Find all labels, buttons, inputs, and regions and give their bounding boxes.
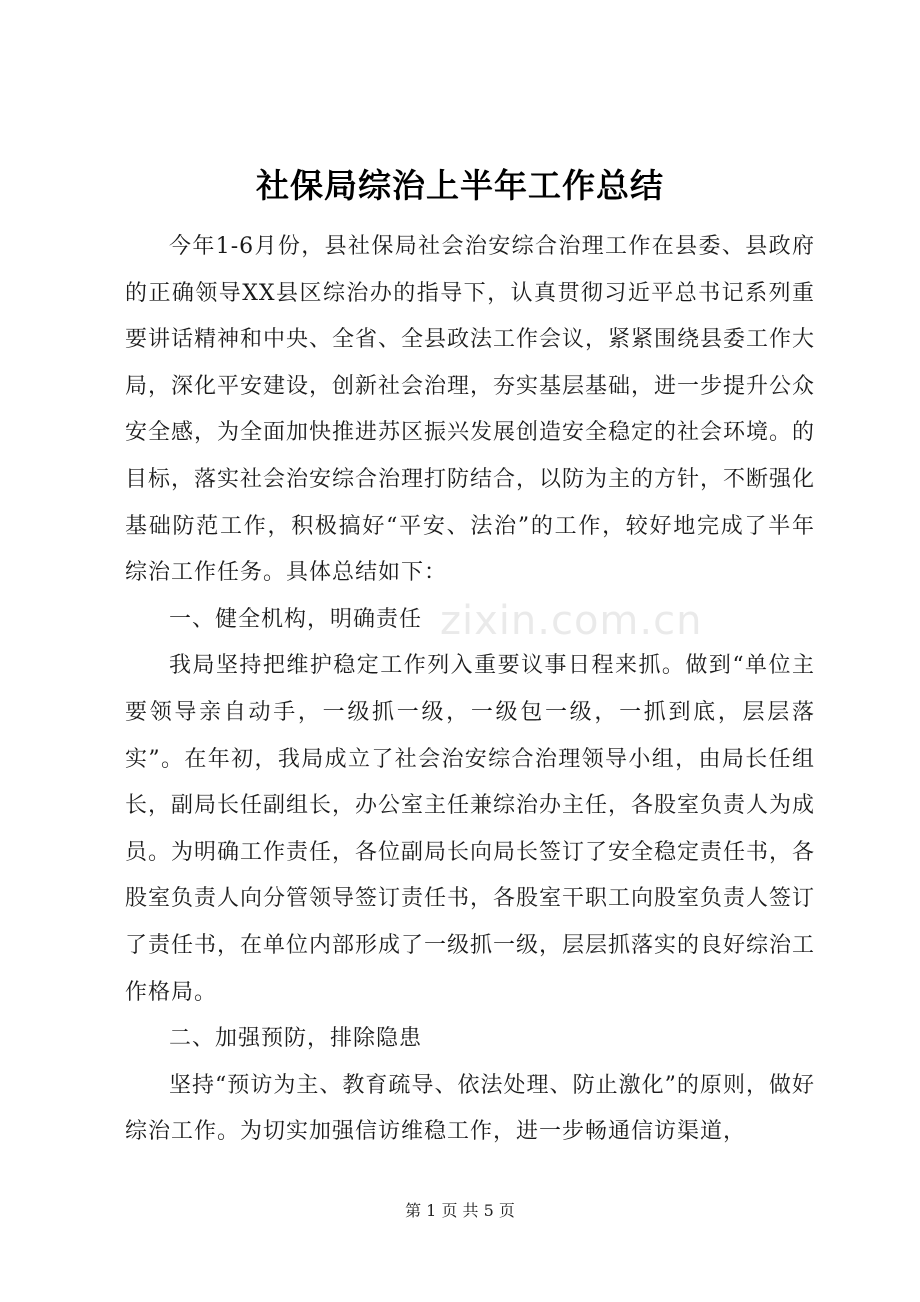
document-title: 社保局综治上半年工作总结: [256, 166, 664, 205]
page-footer: 第 1 页 共 5 页: [405, 1201, 515, 1220]
document-body: [125, 224, 815, 1156]
paragraph: 我局坚持把维护稳定工作列入重要议事日程来抓。做到“单位主要领导亲自动手，一级抓一级，一级包一级，一抓到底，层层落实”。在年初，我局成立了社会治安综合治理领导小组，由局长任组长，副局长任副组长，办公室主任兼综治办主任，各股室负责人为成员。为明确工作责任，各位副局长向局长签订了安全稳定责任书，各股室负责人向分管领导签订责任书，各股室干职工向股室负责人签订了责任书，在单位内部形成了一级抓一级，层层抓落实的良好综治工作格局。: [125, 653, 816, 1005]
watermark: zixin.com.cn: [440, 598, 703, 644]
section-heading: 一、健全机构，明确责任: [169, 606, 423, 632]
paragraph: 今年1-6月份，县社保局社会治安综合治理工作在县委、县政府的正确领导XX县区综治办的指导下，认真贯彻习近平总书记系列重要讲话精神和中央、全省、全县政法工作会议，紧紧围绕县委工作大局，深化平安建设，创新社会治理，夯实基层基础，进一步提升公众安全感，为全面加快推进苏区振兴发展创造安全稳定的社会环境。的目标，落实社会治安综合治理打防结合，以防为主的方针，不断强化基础防范工作，积极搞好“平安、法治”的工作，较好地完成了半年综治工作任务。具体总结如下：: [125, 234, 816, 586]
section-heading: 二、加强预防，排除隐患: [169, 1026, 423, 1052]
paragraph: 坚持“预访为主、教育疏导、依法处理、防止激化”的原则，做好综治工作。为切实加强信访维稳工作，进一步畅通信访渠道，: [125, 1072, 815, 1145]
